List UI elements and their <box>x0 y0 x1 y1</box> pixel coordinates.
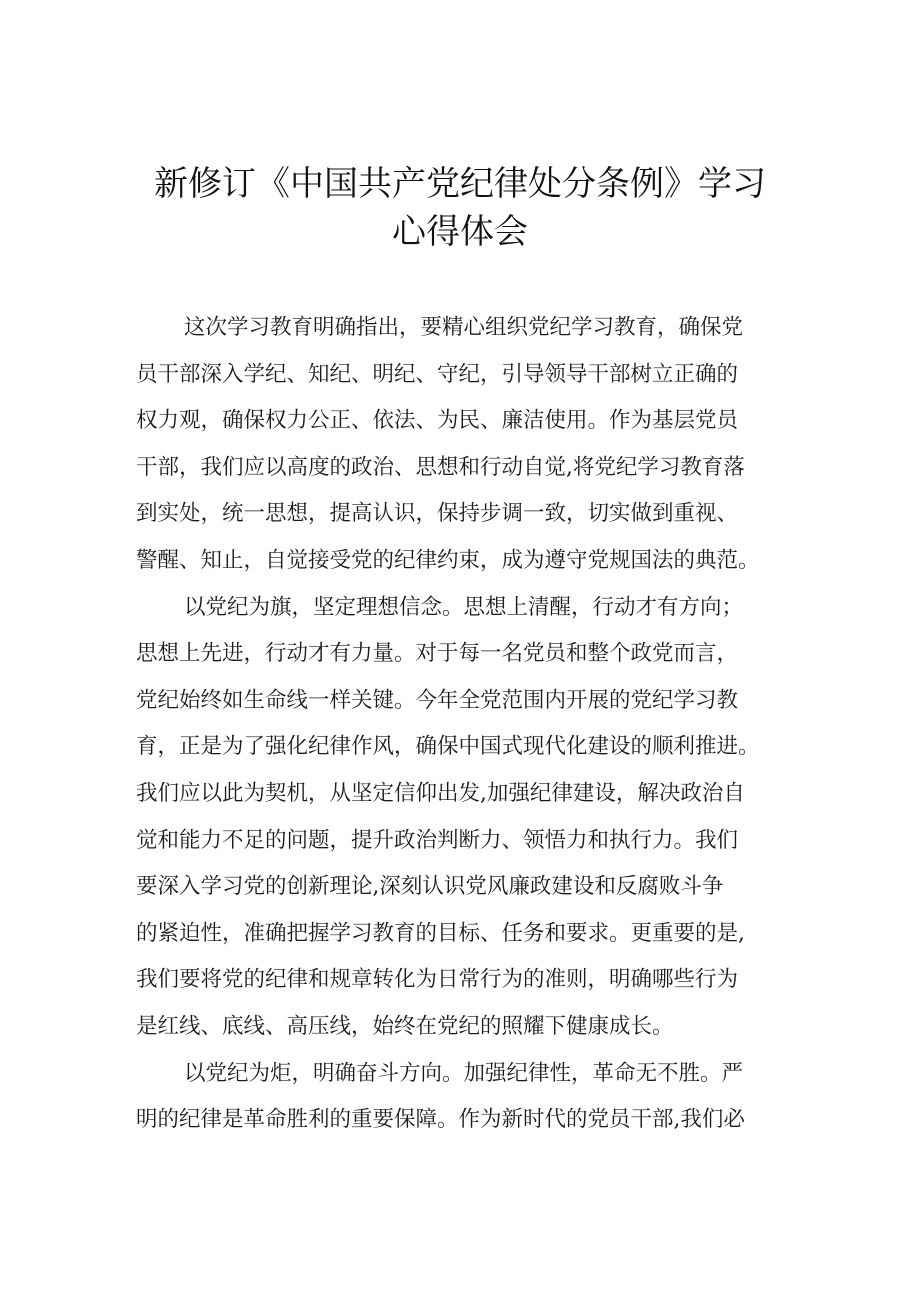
title-line-2: 心得体会 <box>392 212 528 252</box>
document-body <box>136 305 796 1144</box>
paragraph-3 <box>136 1051 796 1144</box>
paragraph-line: 我们应以此为契机，从坚定信仰出发,加强纪律建设，解决政治自 <box>136 780 745 806</box>
paragraph-line: 要深入学习党的创新理论,深刻认识党风廉政建设和反腐败斗争 <box>136 874 724 900</box>
paragraph-line: 觉和能力不足的问题，提升政治判断力、领悟力和执行力。我们 <box>136 827 739 853</box>
paragraph-line: 党纪始终如生命线一样关键。今年全党范围内开展的党纪学习教 <box>136 687 739 713</box>
paragraph-1 <box>136 305 796 585</box>
paragraph-line: 到实处，统一思想，提高认识，保持步调一致，切实做到重视、 <box>136 501 739 527</box>
paragraph-line: 明的纪律是革命胜利的重要保障。作为新时代的党员干部,我们必 <box>136 1107 745 1133</box>
paragraph-line: 是红线、底线、高压线，始终在党纪的照耀下健康成长。 <box>136 1013 674 1039</box>
paragraph-line: 警醒、知止，自觉接受党的纪律约束，成为遵守党规国法的典范。 <box>136 547 760 573</box>
paragraph-line: 的紧迫性，准确把握学习教育的目标、任务和要求。更重要的是, <box>136 920 745 946</box>
paragraph-line: 干部，我们应以高度的政治、思想和行动自觉,将党纪学习教育落 <box>136 454 745 480</box>
paragraph-line: 以党纪为旗，坚定理想信念。思想上清醒，行动才有方向； <box>184 594 744 620</box>
document-title <box>100 160 820 256</box>
paragraph-line: 这次学习教育明确指出，要精心组织党纪学习教育，确保党 <box>184 315 744 340</box>
paragraph-line: 员干部深入学纪、知纪、明纪、守纪，引导领导干部树立正确的 <box>136 361 739 387</box>
paragraph-2 <box>136 585 796 1051</box>
paragraph-line: 以党纪为炬，明确奋斗方向。加强纪律性，革命无不胜。严 <box>184 1060 744 1086</box>
paragraph-line: 我们要将党的纪律和规章转化为日常行为的准则，明确哪些行为 <box>136 967 739 993</box>
paragraph-line: 育，正是为了强化纪律作风，确保中国式现代化建设的顺利推进。 <box>136 734 760 760</box>
paragraph-line: 思想上先进，行动才有力量。对于每一名党员和整个政党而言， <box>136 641 739 667</box>
paragraph-line: 权力观，确保权力公正、依法、为民、廉洁使用。作为基层党员 <box>136 408 739 434</box>
title-line-1: 新修订《中国共产党纪律处分条例》学习 <box>154 164 766 204</box>
